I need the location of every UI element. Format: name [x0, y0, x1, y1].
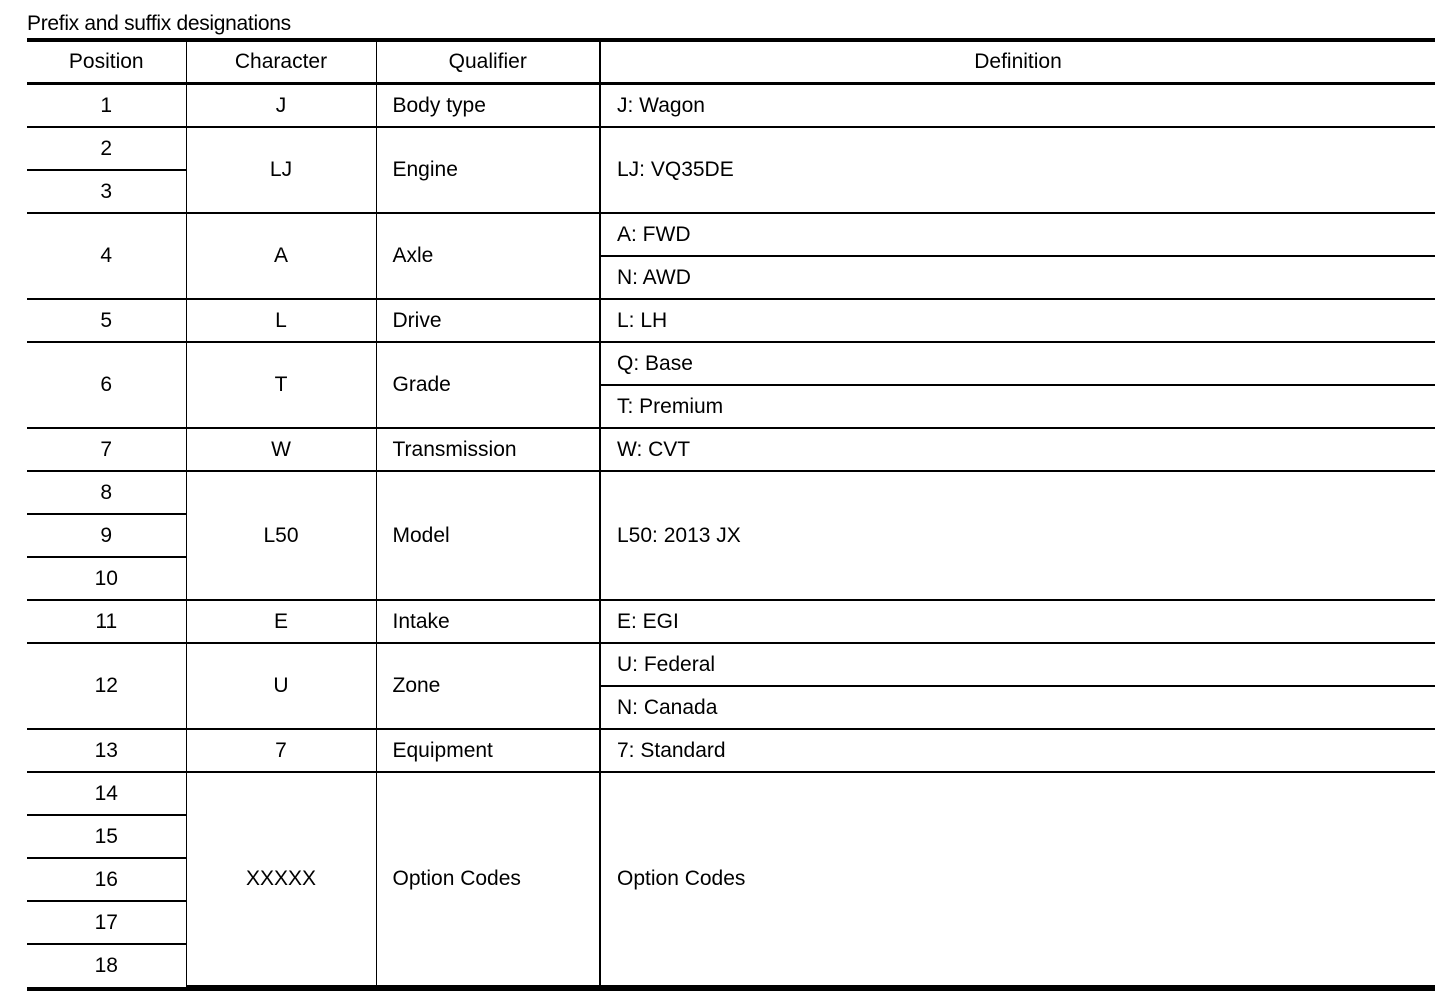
position-cell: 1 [27, 84, 186, 128]
qualifier-cell: Model [376, 471, 600, 600]
qualifier-cell: Zone [376, 643, 600, 729]
table-row [27, 84, 1435, 128]
character-cell: E [186, 600, 376, 643]
definition-cell: L: LH [600, 299, 1435, 342]
qualifier-cell: Transmission [376, 428, 600, 471]
position-cell: 11 [27, 600, 186, 643]
definition-cell: W: CVT [600, 428, 1435, 471]
position-cell: 7 [27, 428, 186, 471]
position-cell: 13 [27, 729, 186, 772]
character-cell: LJ [186, 127, 376, 213]
header-position: Position [27, 42, 186, 84]
definition-cell: 7: Standard [600, 729, 1435, 772]
definition-cell: U: Federal [600, 643, 1435, 686]
designations-table-wrap [27, 38, 1435, 991]
character-cell: U [186, 643, 376, 729]
character-cell: L50 [186, 471, 376, 600]
position-cell: 18 [27, 944, 186, 986]
table-row [27, 772, 1435, 815]
character-cell: XXXXX [186, 772, 376, 986]
qualifier-cell: Intake [376, 600, 600, 643]
table-caption: Prefix and suffix designations [27, 12, 291, 35]
table-row [27, 428, 1435, 471]
qualifier-cell: Grade [376, 342, 600, 428]
table-row [27, 299, 1435, 342]
table-row [27, 643, 1435, 686]
table-row [27, 600, 1435, 643]
qualifier-cell: Equipment [376, 729, 600, 772]
qualifier-cell: Body type [376, 84, 600, 128]
definition-cell: T: Premium [600, 385, 1435, 428]
position-cell: 15 [27, 815, 186, 858]
character-cell: J [186, 84, 376, 128]
character-cell: W [186, 428, 376, 471]
definition-cell: LJ: VQ35DE [600, 127, 1435, 213]
position-cell: 16 [27, 858, 186, 901]
qualifier-cell: Option Codes [376, 772, 600, 986]
header-row [27, 42, 1435, 84]
character-cell: L [186, 299, 376, 342]
definition-cell: E: EGI [600, 600, 1435, 643]
position-cell: 5 [27, 299, 186, 342]
qualifier-cell: Axle [376, 213, 600, 299]
definition-cell: Option Codes [600, 772, 1435, 986]
header-definition: Definition [600, 42, 1435, 84]
position-cell: 8 [27, 471, 186, 514]
definition-cell: N: Canada [600, 686, 1435, 729]
qualifier-cell: Engine [376, 127, 600, 213]
table-row [27, 729, 1435, 772]
position-cell: 3 [27, 170, 186, 213]
definition-cell: N: AWD [600, 256, 1435, 299]
header-qualifier: Qualifier [376, 42, 600, 84]
table-row [27, 127, 1435, 170]
character-cell: A [186, 213, 376, 299]
position-cell: 17 [27, 901, 186, 944]
table-row [27, 342, 1435, 385]
table-row [27, 213, 1435, 256]
position-cell: 9 [27, 514, 186, 557]
position-cell: 10 [27, 557, 186, 600]
designations-table [27, 42, 1435, 987]
definition-cell: A: FWD [600, 213, 1435, 256]
definition-cell: L50: 2013 JX [600, 471, 1435, 600]
qualifier-cell: Drive [376, 299, 600, 342]
position-cell: 14 [27, 772, 186, 815]
character-cell: T [186, 342, 376, 428]
header-character: Character [186, 42, 376, 84]
position-cell: 6 [27, 342, 186, 428]
character-cell: 7 [186, 729, 376, 772]
definition-cell: Q: Base [600, 342, 1435, 385]
table-row [27, 471, 1435, 514]
position-cell: 4 [27, 213, 186, 299]
position-cell: 12 [27, 643, 186, 729]
definition-cell: J: Wagon [600, 84, 1435, 128]
position-cell: 2 [27, 127, 186, 170]
